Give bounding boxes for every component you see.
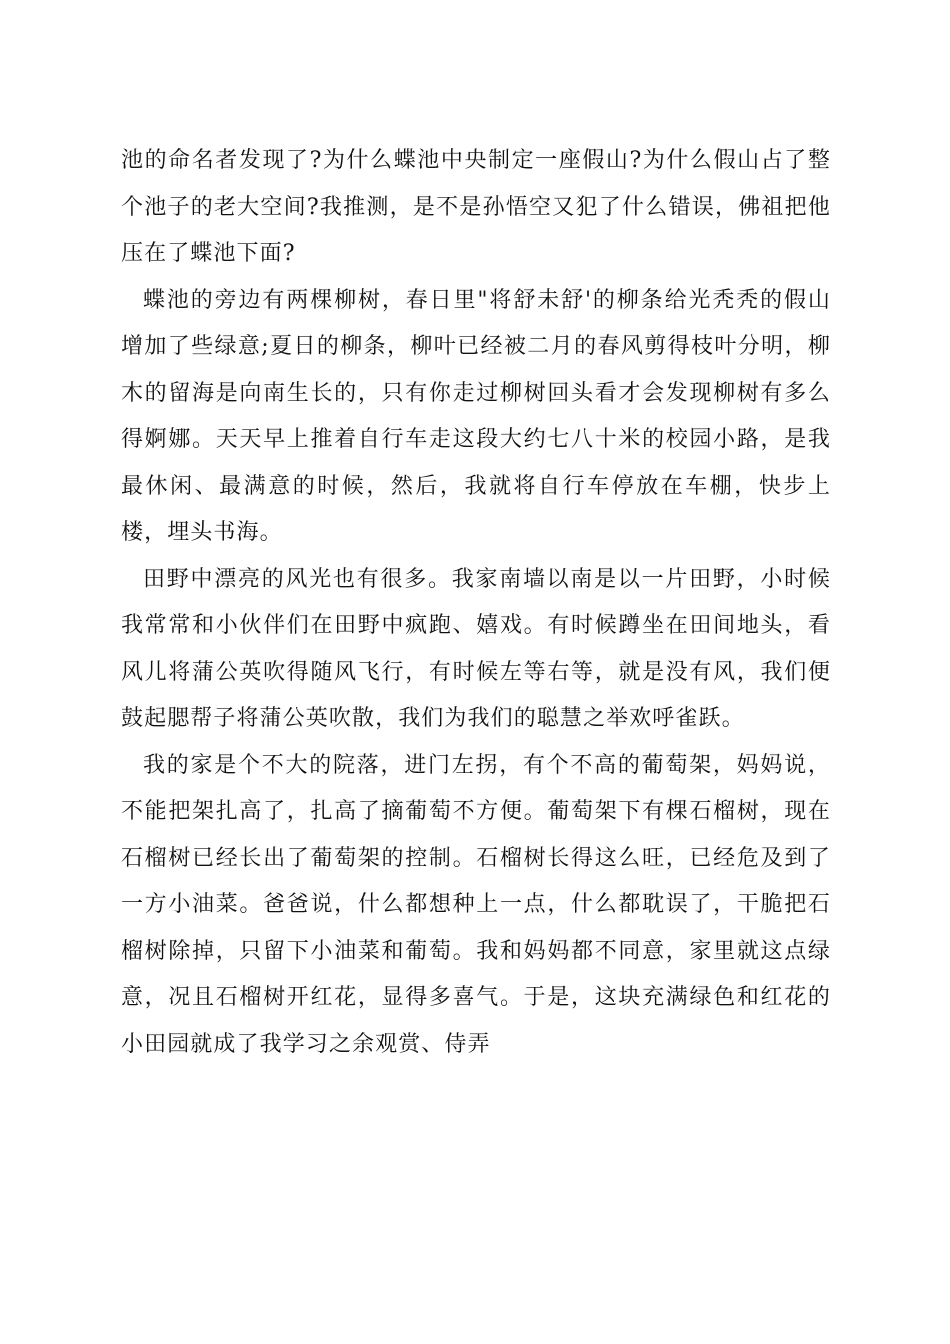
document-body	[121, 138, 831, 1068]
paragraph-home-courtyard: 我的家是个不大的院落，进门左拐，有个不高的葡萄架，妈妈说，不能把架扎高了，扎高了摘葡萄不方便。葡萄架下有棵石榴树，现在石榴树已经长出了葡萄架的控制。石榴树长得这么旺，已经危及到了一方小油菜。爸爸说，什么都想种上一点，什么都耽误了，干脆把石榴树除掉，只留下小油菜和葡萄。我和妈妈都不同意，家里就这点绿意，况且石榴树开红花，显得多喜气。于是，这块充满绿色和红花的小田园就成了我学习之余观赏、侍弄	[121, 752, 831, 1057]
paragraph-willow-trees: 蝶池的旁边有两棵柳树，春日里"将舒未舒'的柳条给光秃秃的假山增加了些绿意;夏日的柳条，柳叶已经被二月的春风剪得枝叶分明，柳木的留海是向南生长的，只有你走过柳树回头看才会发现柳树有多么得婀娜。天天早上推着自行车走这段大约七八十米的校园小路，是我最休闲、最满意的时候，然后，我就将自行车停放在车棚，快步上楼，埋头书海。	[121, 287, 831, 545]
paragraph-continuation: 池的命名者发现了?为什么蝶池中央制定一座假山?为什么假山占了整个池子的老大空间?我推测，是不是孙悟空又犯了什么错误，佛祖把他压在了蝶池下面?	[121, 148, 831, 266]
paragraph-fields: 田野中漂亮的风光也有很多。我家南墙以南是以一片田野，小时候我常常和小伙伴们在田野中疯跑、嬉戏。有时候蹲坐在田间地头，看风儿将蒲公英吹得随风飞行，有时候左等右等，就是没有风，我们便鼓起腮帮子将蒲公英吹散，我们为我们的聪慧之举欢呼雀跃。	[121, 566, 831, 731]
